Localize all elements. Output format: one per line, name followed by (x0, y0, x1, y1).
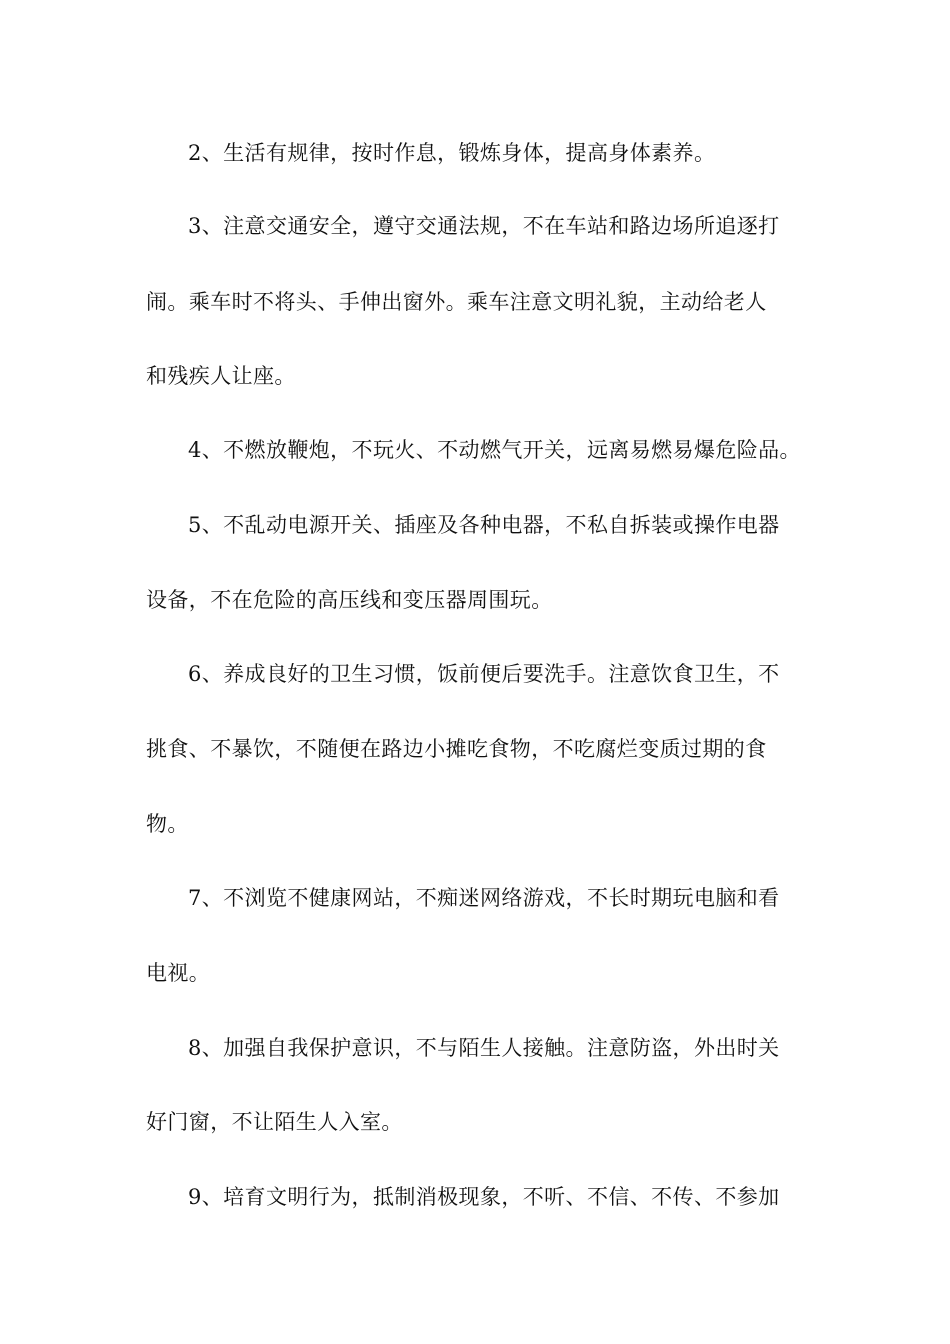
item-4-line-1: 4、不燃放鞭炮，不玩火、不动燃气开关，远离易燃易爆危险品。 (188, 438, 801, 462)
item-2-line-1: 2、生活有规律，按时作息，锻炼身体，提高身体素养。 (188, 141, 716, 165)
item-6-line-2: 挑食、不暴饮，不随便在路边小摊吃食物，不吃腐烂变质过期的食 (146, 737, 767, 761)
item-9-line-1: 9、培育文明行为，抵制消极现象，不听、不信、不传、不参加 (188, 1185, 780, 1209)
item-6-line-3: 物。 (146, 812, 189, 836)
item-5-line-2: 设备，不在危险的高压线和变压器周围玩。 (146, 588, 553, 612)
item-6-line-1: 6、养成良好的卫生习惯，饭前便后要洗手。注意饮食卫生，不 (188, 662, 780, 686)
item-3-line-2: 闹。乘车时不将头、手伸出窗外。乘车注意文明礼貌，主动给老人 (146, 290, 767, 314)
item-3-line-3: 和残疾人让座。 (146, 364, 296, 388)
item-7-line-1: 7、不浏览不健康网站，不痴迷网络游戏，不长时期玩电脑和看 (188, 886, 780, 910)
item-5-line-1: 5、不乱动电源开关、插座及各种电器，不私自拆装或操作电器 (188, 513, 780, 537)
item-7-line-2: 电视。 (146, 961, 211, 985)
item-8-line-2: 好门窗，不让陌生人入室。 (146, 1110, 403, 1134)
item-3-line-1: 3、注意交通安全，遵守交通法规，不在车站和路边场所追逐打 (188, 214, 780, 238)
item-8-line-1: 8、加强自我保护意识，不与陌生人接触。注意防盗，外出时关 (188, 1036, 780, 1060)
